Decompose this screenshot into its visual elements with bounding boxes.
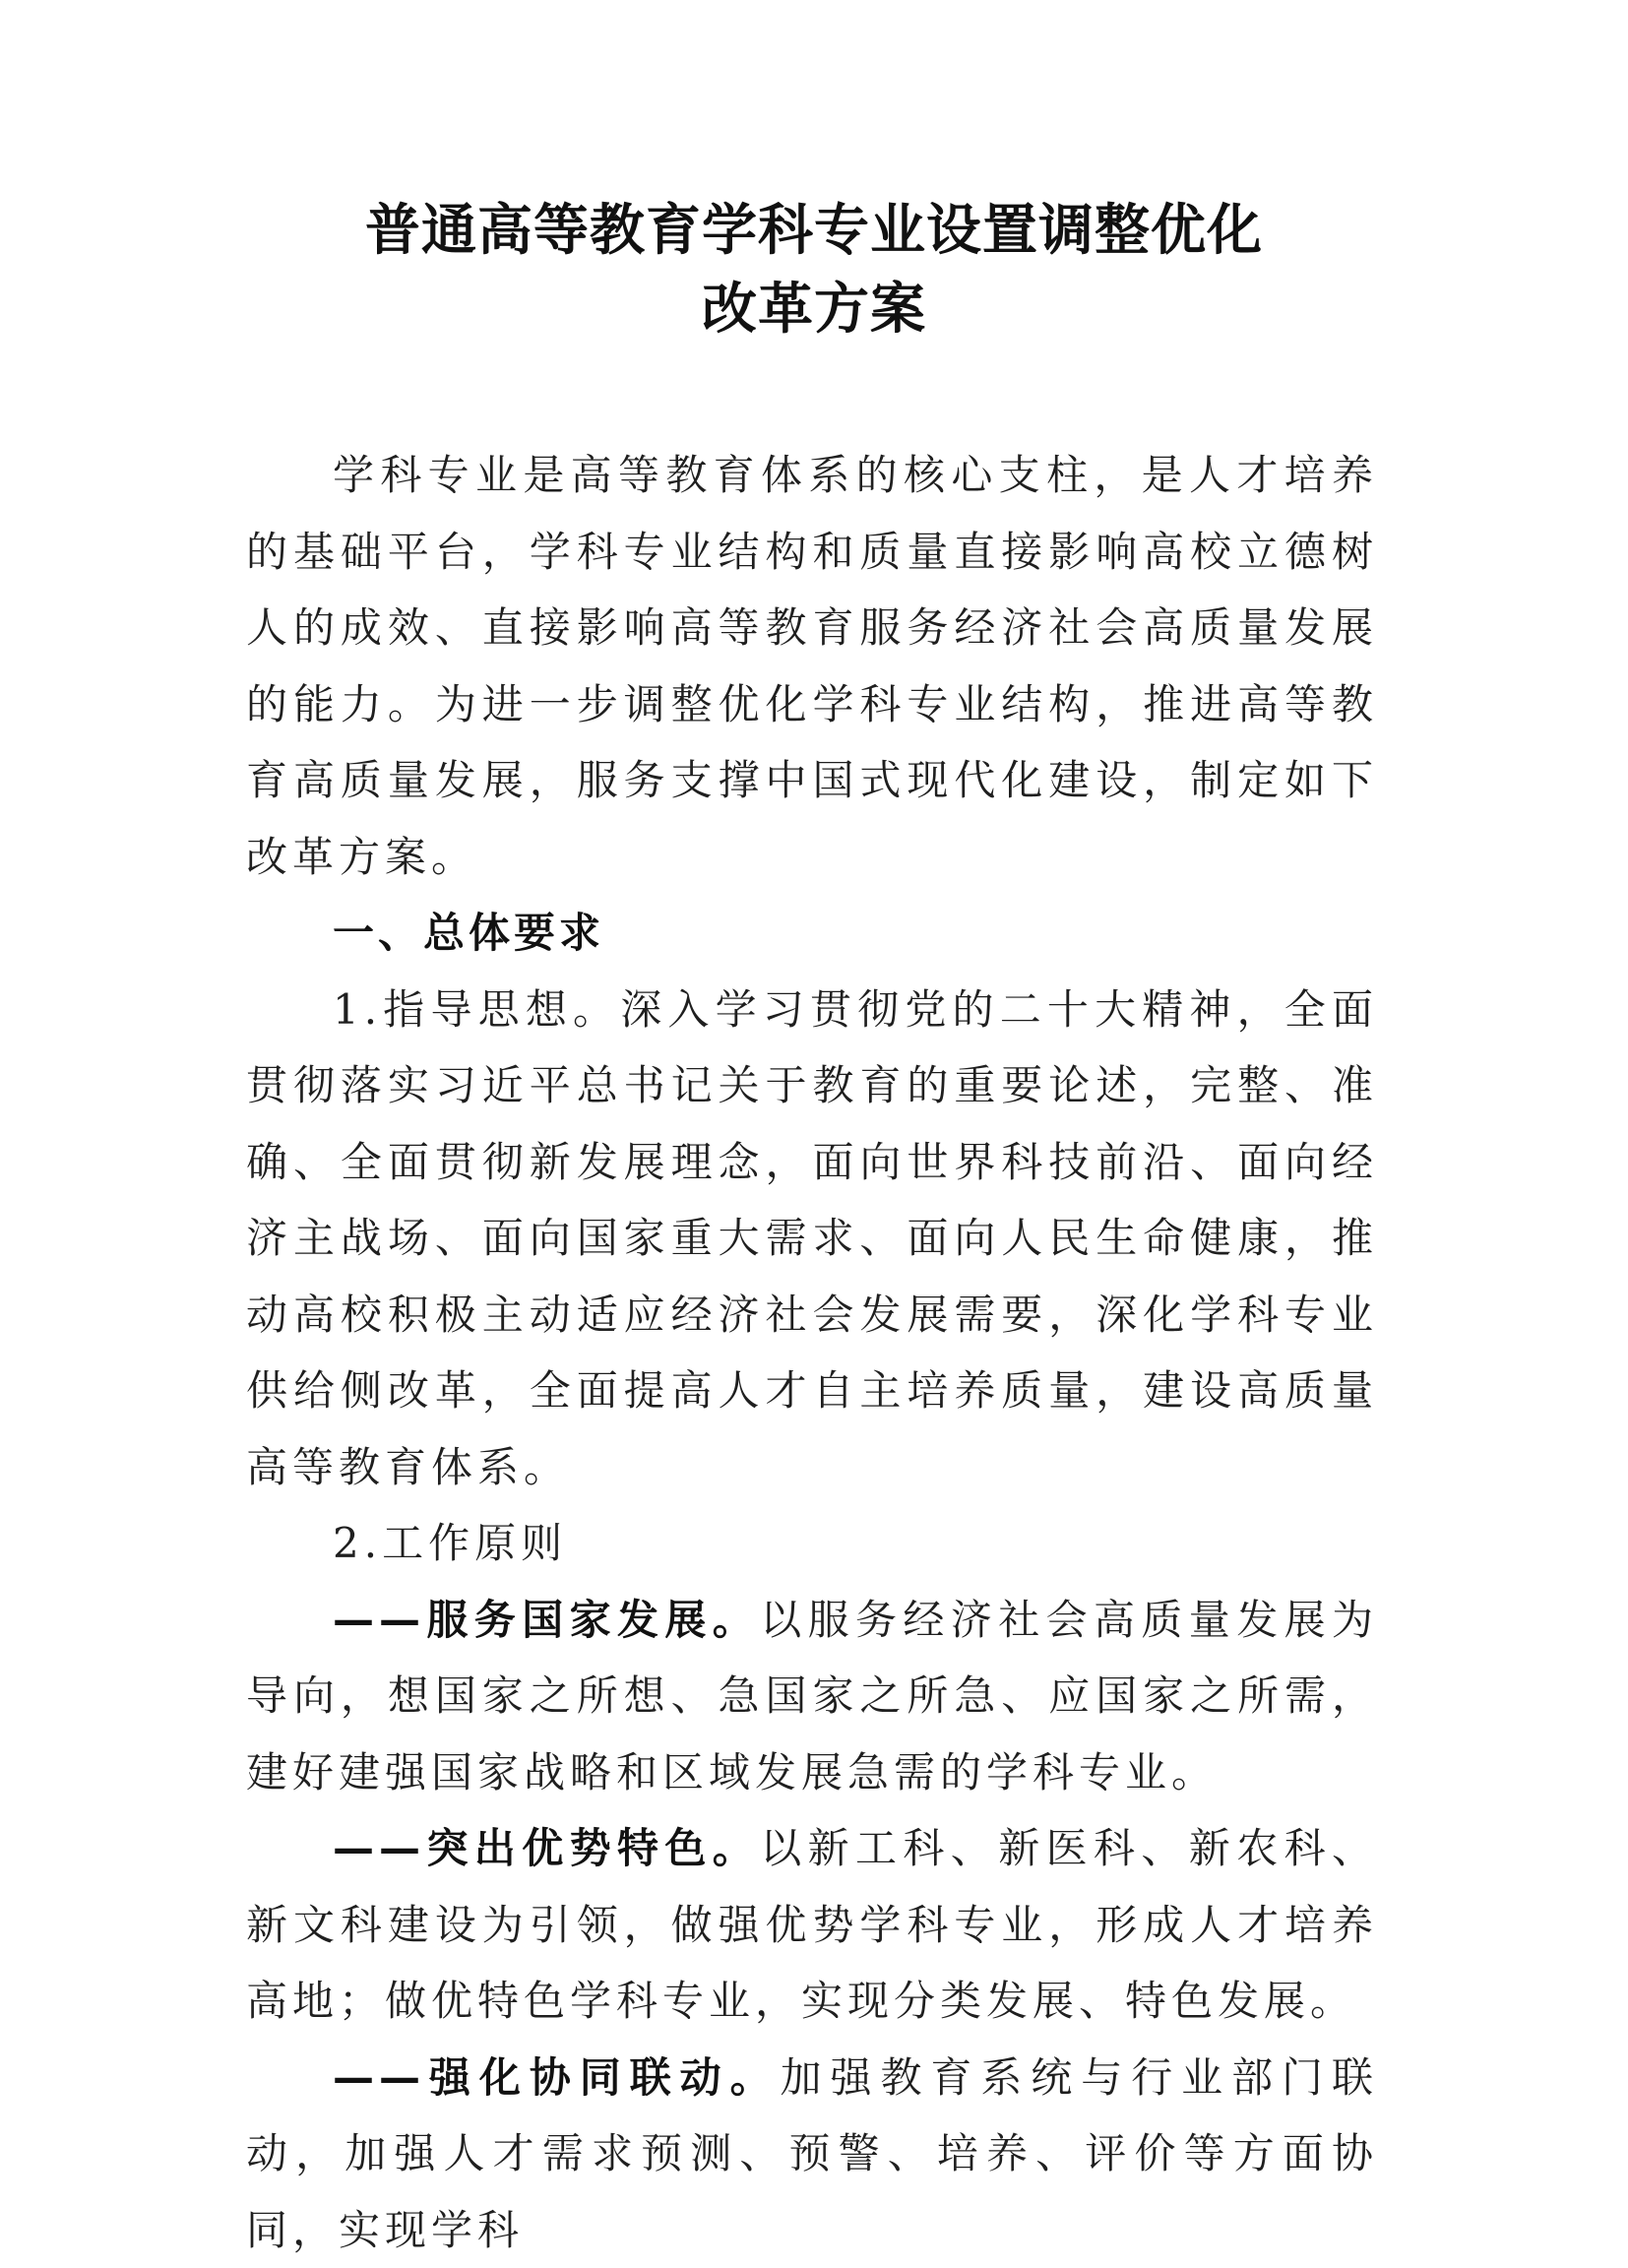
principle-paragraph bbox=[246, 1810, 1378, 2040]
section-heading-overall-requirements: 一、总体要求 bbox=[246, 895, 1378, 972]
principle-text: 加强教育系统与行业部门联动，加强人才需求预测、预警、培养、评价等方面协同，实现学科 bbox=[246, 2053, 1378, 2254]
guiding-thought-paragraph bbox=[246, 972, 1378, 1506]
intro-paragraph: 学科专业是高等教育体系的核心支柱，是人才培养的基础平台，学科专业结构和质量直接影响高校立德树人的成效、直接影响高等教育服务经济社会高质量发展的能力。为进一步调整优化学科专业结构，推进高等教育高质量发展，服务支撑中国式现代化建设，制定如下改革方案。 bbox=[246, 437, 1378, 895]
principle-lead: ——突出优势特色。 bbox=[333, 1824, 760, 1872]
principle-paragraph bbox=[246, 2040, 1378, 2268]
document-body bbox=[246, 437, 1378, 2268]
principle-text: 以新工科、新医科、新农科、新文科建设为引领，做强优势学科专业，形成人才培养高地；做优特色学科专业，实现分类发展、特色发展。 bbox=[246, 1824, 1378, 2025]
principle-lead: ——强化协同联动。 bbox=[333, 2053, 781, 2102]
document-title bbox=[0, 192, 1628, 349]
work-principles-heading: 2.工作原则 bbox=[246, 1505, 1378, 1582]
principle-text: 以服务经济社会高质量发展为导向，想国家之所想、急国家之所急、应国家之所需，建好建强国家战略和区域发展急需的学科专业。 bbox=[246, 1596, 1378, 1796]
principle-paragraph bbox=[246, 1582, 1378, 1811]
principle-lead: ——服务国家发展。 bbox=[333, 1596, 760, 1644]
title-line-2: 改革方案 bbox=[0, 271, 1628, 349]
guiding-thought-text: 深入学习贯彻党的二十大精神，全面贯彻落实习近平总书记关于教育的重要论述，完整、准确、全面贯彻新发展理念，面向世界科技前沿、面向经济主战场、面向国家重大需求、面向人民生命健康，推动高校积极主动适应经济社会发展需要，深化学科专业供给侧改革，全面提高人才自主培养质量，建设高质量高等教育体系。 bbox=[246, 985, 1378, 1491]
title-line-1: 普通高等教育学科专业设置调整优化 bbox=[0, 192, 1628, 271]
guiding-thought-lead: 1.指导思想。 bbox=[333, 985, 620, 1034]
